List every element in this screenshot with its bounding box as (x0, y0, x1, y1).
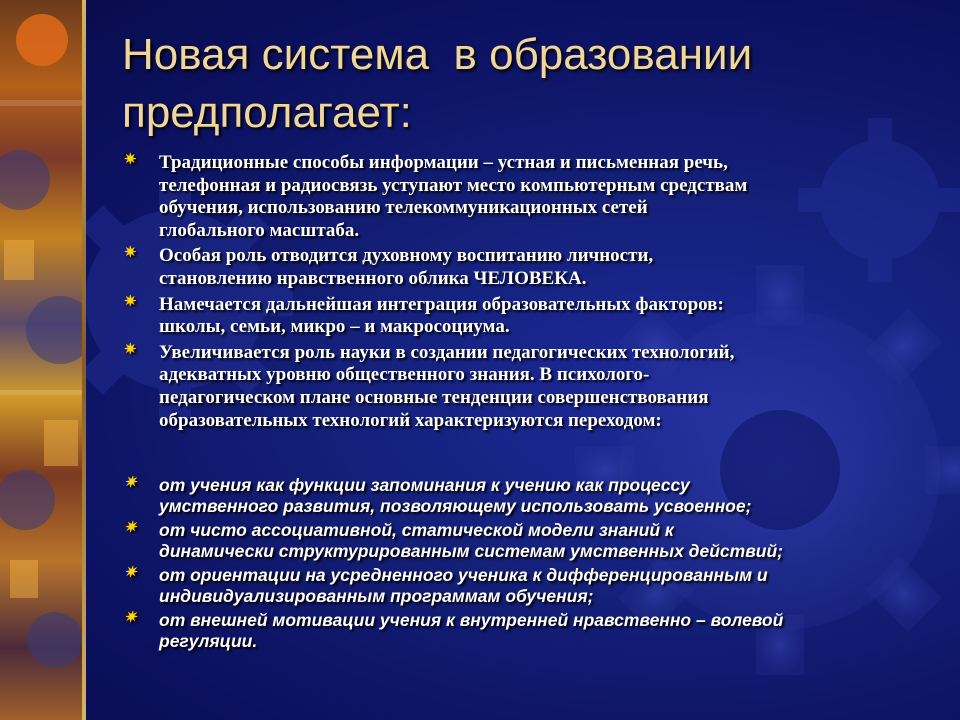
bullet-text-line: телефонная и радиосвязь уступают место компьютерным средствам (159, 174, 748, 196)
bullet-icon: ✷ (124, 341, 137, 358)
bullet-icon: ✷ (124, 564, 137, 582)
bullet-item (124, 245, 924, 290)
bullet-item (124, 342, 924, 432)
bullet-icon: ✷ (124, 519, 137, 537)
sub-bullet-text-line: регуляции. (159, 631, 258, 652)
bullet-text-line: становлению нравственного облика ЧЕЛОВЕКА. (159, 267, 587, 289)
sub-bullet-text-line: от ориентации на усредненного ученика к дифференцированным и (159, 565, 768, 586)
slide-title (122, 26, 942, 142)
sub-bullet-text-line: динамически структурированным системам умственных действий; (159, 541, 783, 562)
sub-bullet-item (124, 520, 924, 562)
bullet-text-line: обучения, использованию телекоммуникационных сетей (159, 197, 648, 219)
bullet-text-line: школы, семьи, микро – и макросоциума. (159, 316, 510, 338)
bullet-icon: ✷ (124, 474, 137, 492)
bullet-icon: ✷ (124, 609, 137, 627)
sub-bullet-item (124, 610, 924, 652)
bullet-icon: ✷ (124, 152, 137, 168)
sub-bullet-text-line: от внешней мотивации учения к внутренней нравственно – волевой (159, 610, 784, 631)
sub-bullet-text-line: от учения как функции запоминания к учению как процессу (159, 475, 690, 496)
sub-bullet-text-line: индивидуализированным программам обучения; (159, 586, 594, 607)
bullet-text-line: Увеличивается роль науки в создании педагогических технологий, (159, 341, 735, 363)
bullet-text-line: адекватных уровню общественного знания. В психолого- (159, 364, 650, 386)
bullet-text-line: Традиционные способы информации – устная и письменная речь, (159, 152, 728, 173)
strip-edge (82, 0, 86, 720)
bullet-icon: ✷ (124, 245, 137, 262)
bullet-text-line: глобального масштаба. (159, 219, 360, 241)
sunburst-gear-icon (0, 0, 84, 720)
sub-bullet-text-line: умственного развития, позволяющему использовать усвоенное; (159, 496, 752, 517)
title-line: Новая система в образовании (122, 30, 753, 79)
spacer (124, 435, 924, 475)
sub-bullet-item (124, 475, 924, 517)
title-line: предполагает: (122, 88, 412, 137)
bullet-text-line: образовательных технологий характеризуются переходом: (159, 409, 662, 431)
sub-bullet-list (124, 475, 924, 652)
sub-bullet-item (124, 565, 924, 607)
left-decorative-strip (0, 0, 84, 720)
bullet-icon: ✷ (124, 293, 137, 310)
bullet-text-line: Особая роль отводится духовному воспитанию личности, (159, 245, 654, 267)
sub-bullet-text-line: от чисто ассоциативной, статической модели знаний к (159, 520, 674, 541)
bullet-item (124, 152, 924, 242)
bullet-item (124, 294, 924, 339)
slide-content (124, 152, 924, 655)
bullet-text-line: Намечается дальнейшая интеграция образовательных факторов: (159, 293, 724, 315)
bullet-text-line: педагогическом плане основные тенденции совершенствования (159, 386, 709, 408)
